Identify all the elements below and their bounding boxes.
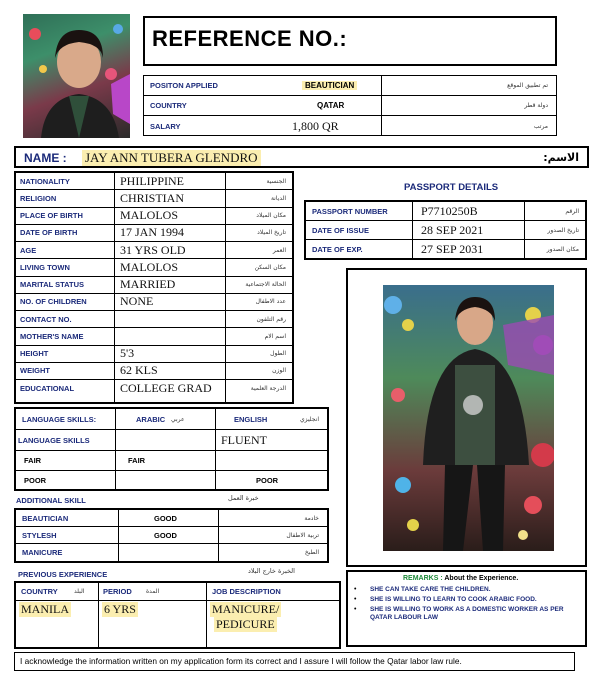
- personal-label: NATIONALITY: [20, 176, 70, 186]
- remarks-item: • SHE CAN TAKE CARE THE CHILDREN.: [354, 586, 491, 593]
- personal-arabic: اسم الام: [264, 332, 286, 340]
- personal-value: 62 KLS: [120, 363, 158, 378]
- language-table: [14, 407, 329, 491]
- language-english-value: FLUENT: [221, 432, 267, 447]
- personal-value: MALOLOS: [120, 259, 179, 274]
- personal-value: PHILIPPINE: [120, 173, 185, 188]
- personal-value: 5'3: [120, 346, 135, 361]
- experience-title: PREVIOUS EXPERIENCE: [18, 570, 108, 579]
- personal-arabic: الطول: [270, 350, 286, 358]
- experience-title-ar: الخبرة خارج البلاد: [248, 567, 295, 575]
- skill-label: BEAUTICIAN: [22, 513, 69, 523]
- remarks-item: • SHE IS WILLING TO LEARN TO COOK ARABIC FOOD.: [354, 596, 537, 603]
- passport-arabic: الرقم: [565, 207, 579, 215]
- personal-arabic: العمر: [272, 246, 286, 254]
- name-label: NAME :: [24, 151, 67, 165]
- english-column-ar: انجليزي: [299, 415, 319, 423]
- remarks-box: [346, 570, 587, 647]
- language-row: [16, 430, 327, 451]
- language-header-row: [16, 409, 327, 430]
- experience-country: MANILA: [21, 602, 69, 616]
- photo-small-figure: [23, 14, 130, 138]
- job-arabic: تم تطبيق الموقع: [507, 82, 548, 89]
- skill-arabic: الطبخ: [304, 549, 319, 556]
- job-table: [143, 75, 557, 136]
- personal-row: [16, 277, 292, 294]
- personal-row: [16, 363, 292, 380]
- passport-row: [306, 240, 585, 258]
- personal-arabic: الدرجة العلمية: [250, 385, 286, 393]
- skill-value: GOOD: [154, 530, 177, 540]
- personal-row: [16, 173, 292, 190]
- personal-arabic: الجنسية: [266, 177, 286, 185]
- passport-number-value: P7710250B: [421, 203, 478, 218]
- remarks-text: SHE IS WILLING TO LEARN TO COOK ARABIC FOOD.: [370, 596, 537, 603]
- job-label: POSITON APPLIED: [150, 81, 218, 90]
- personal-arabic: الحالة الاجتماعية: [245, 281, 286, 289]
- personal-value: NONE: [120, 294, 154, 309]
- personal-value: 31 YRS OLD: [120, 242, 186, 257]
- job-row: [144, 76, 556, 96]
- job-row: [144, 116, 556, 137]
- remarks-subtitle: About the Experience.: [444, 575, 519, 582]
- personal-arabic: تاريخ الميلاد: [257, 229, 286, 237]
- acknowledgement-box: [14, 652, 575, 671]
- personal-row: [16, 328, 292, 345]
- additional-title: ADDITIONAL SKILL: [16, 496, 86, 505]
- skill-label: STYLESH: [22, 530, 57, 540]
- remarks-list: [354, 586, 582, 622]
- personal-arabic: مكان السكن: [254, 263, 286, 271]
- passport-row: [306, 221, 585, 240]
- language-label: POOR: [24, 475, 47, 485]
- language-row: [16, 451, 327, 471]
- english-column-label: ENGLISH: [234, 414, 268, 424]
- personal-value: COLLEGE GRAD: [120, 381, 212, 396]
- personal-arabic: الوزن: [272, 367, 286, 375]
- acknowledgement-text: I acknowledge the information written on my application form its correct and I assure I will follow the Qatar labor law rule.: [20, 656, 462, 666]
- personal-row: [16, 225, 292, 242]
- language-header-label: LANGUAGE SKILLS:: [22, 414, 97, 424]
- job-arabic: مرتب: [533, 123, 548, 130]
- arabic-column-ar: عربي: [171, 415, 185, 423]
- passport-arabic: تاريخ الصدور: [547, 226, 579, 234]
- skill-label: MANICURE: [22, 548, 63, 557]
- issue-date-value: 28 SEP 2021: [421, 222, 484, 237]
- personal-label: MARITAL STATUS: [20, 280, 85, 290]
- passport-label: DATE OF EXP.: [312, 244, 363, 254]
- experience-header: JOB DESCRIPTION: [212, 587, 281, 596]
- experience-header: PERIOD: [103, 587, 132, 596]
- experience-job-line1: MANICURE/: [212, 602, 280, 616]
- reference-box: [143, 16, 557, 66]
- personal-label: NO. OF CHILDREN: [20, 297, 87, 307]
- personal-label: CONTACT NO.: [20, 314, 72, 324]
- language-label: FAIR: [24, 456, 42, 465]
- remarks-title: REMARKS :: [403, 575, 443, 582]
- experience-header-row: [16, 583, 339, 601]
- remarks-item: • SHE IS WILLING TO WORK AS A DOMESTIC WORKER AS PER QATAR LABOUR LAW: [354, 606, 582, 622]
- arabic-column-label: ARABIC: [136, 414, 166, 424]
- applicant-photo-full: [383, 285, 554, 551]
- experience-period: 6 YRS: [104, 602, 136, 616]
- reference-title: REFERENCE NO.:: [152, 26, 348, 51]
- personal-value: MALOLOS: [120, 208, 179, 223]
- additional-title-ar: خبرة العمل: [228, 494, 259, 502]
- name-value: JAY ANN TUBERA GLENDRO: [82, 150, 261, 166]
- skill-row: [16, 510, 327, 527]
- experience-table: [14, 581, 341, 649]
- job-arabic: دولة قطر: [524, 102, 548, 109]
- personal-label: HEIGHT: [20, 349, 49, 359]
- name-arabic: الاسم:: [543, 151, 579, 164]
- language-label: LANGUAGE SKILLS: [18, 435, 90, 445]
- experience-job-line2: PEDICURE: [216, 617, 275, 631]
- language-english-value: POOR: [256, 475, 279, 485]
- personal-label: PLACE OF BIRTH: [20, 211, 83, 221]
- remarks-text: SHE IS WILLING TO WORK AS A DOMESTIC WORKER AS PER QATAR LABOUR LAW: [370, 606, 564, 621]
- job-row: [144, 96, 556, 116]
- personal-row: [16, 208, 292, 225]
- skill-row: [16, 527, 327, 544]
- personal-value: CHRISTIAN: [120, 190, 185, 205]
- job-label: COUNTRY: [150, 101, 187, 110]
- personal-label: EDUCATIONAL: [20, 384, 75, 394]
- personal-row: [16, 294, 292, 311]
- personal-label: DATE OF BIRTH: [20, 228, 78, 238]
- passport-table: [304, 200, 587, 260]
- personal-row: [16, 380, 292, 397]
- experience-header-ar: المدة: [146, 588, 160, 595]
- personal-label: MOTHER'S NAME: [20, 331, 84, 341]
- remarks-heading: [403, 575, 518, 582]
- skill-arabic: تربية الاطفال: [286, 531, 319, 539]
- personal-label: LIVING TOWN: [20, 262, 70, 272]
- job-label: SALARY: [150, 122, 181, 131]
- salary-value: 1,800 QR: [292, 119, 339, 133]
- personal-row: [16, 259, 292, 276]
- language-row: [16, 471, 327, 489]
- personal-label: RELIGION: [20, 193, 57, 203]
- country-value: QATAR: [317, 101, 345, 110]
- personal-label: WEIGHT: [20, 366, 50, 376]
- passport-label: PASSPORT NUMBER: [312, 206, 388, 216]
- passport-arabic: مكان الصدور: [546, 245, 579, 253]
- name-bar: [14, 146, 589, 168]
- personal-row: [16, 190, 292, 207]
- passport-row: [306, 202, 585, 221]
- applicant-photo-small: [23, 14, 130, 138]
- personal-label: AGE: [20, 245, 37, 255]
- skill-row: [16, 544, 327, 561]
- personal-arabic: رقم التلفون: [256, 315, 286, 323]
- personal-arabic: عدد الاطفال: [255, 298, 286, 306]
- personal-value: 17 JAN 1994: [120, 225, 185, 240]
- personal-arabic: الديانة: [270, 194, 286, 202]
- skill-arabic: خادمة: [304, 514, 319, 522]
- remarks-text: SHE CAN TAKE CARE THE CHILDREN.: [370, 586, 491, 593]
- additional-table: [14, 508, 329, 563]
- photo-full-figure: [383, 285, 554, 551]
- personal-row: [16, 242, 292, 259]
- personal-row: [16, 346, 292, 363]
- passport-label: DATE OF ISSUE: [312, 225, 369, 235]
- experience-header-ar: البلد: [74, 588, 85, 595]
- position-value: BEAUTICIAN: [302, 81, 357, 90]
- experience-header: COUNTRY: [21, 587, 58, 596]
- personal-row: [16, 311, 292, 328]
- personal-value: MARRIED: [120, 277, 176, 292]
- language-arabic-value: FAIR: [128, 456, 146, 465]
- passport-title: PASSPORT DETAILS: [404, 182, 499, 193]
- expiry-date-value: 27 SEP 2031: [421, 241, 484, 256]
- skill-value: GOOD: [154, 513, 177, 523]
- personal-arabic: مكان الميلاد: [256, 212, 286, 220]
